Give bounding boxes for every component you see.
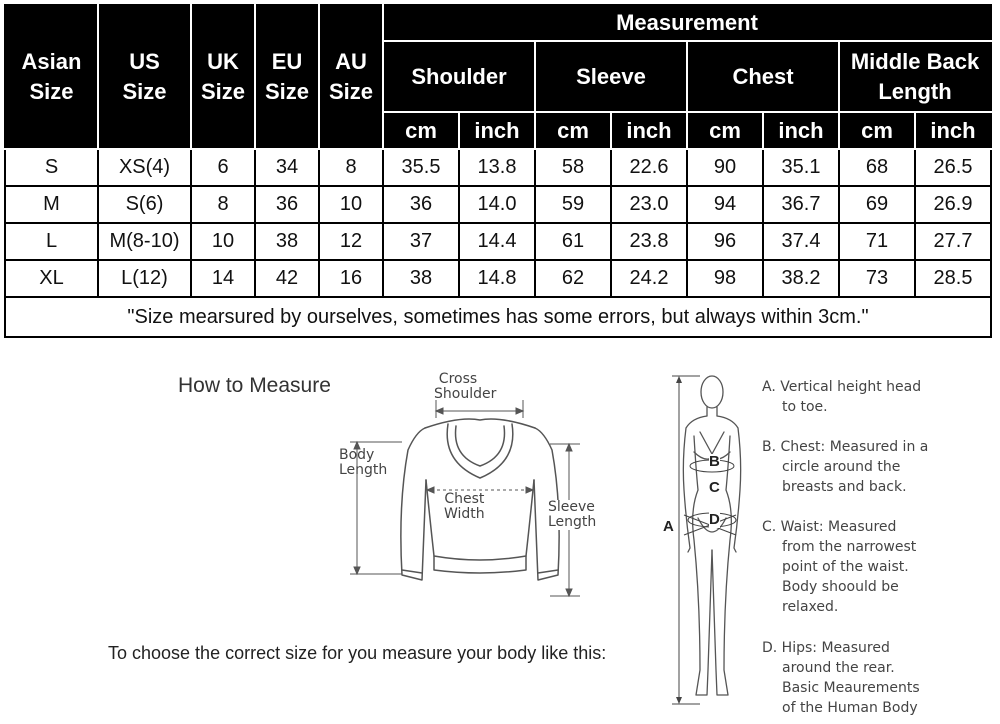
table-cell: 98 [687,260,763,297]
table-cell: 12 [319,223,383,260]
header-asian-size: Asian Size [5,5,98,149]
table-cell: 37.4 [763,223,839,260]
marker-c: C [709,479,720,496]
table-cell: 35.1 [763,149,839,186]
table-cell: 14 [191,260,255,297]
table-cell: XL [5,260,98,297]
table-cell: 10 [319,186,383,223]
unit-header: cm [535,112,611,149]
table-cell: 58 [535,149,611,186]
unit-header: cm [687,112,763,149]
header-measurement: Measurement [383,5,991,41]
table-cell: 38 [383,260,459,297]
how-to-measure-title: How to Measure [178,374,331,397]
body-length-label: Body Length [339,447,388,478]
unit-header: inch [763,112,839,149]
table-cell: 14.4 [459,223,535,260]
table-cell: M(8-10) [98,223,191,260]
marker-d: D [709,511,720,528]
table-cell: 8 [319,149,383,186]
legend-height: A. Vertical height head to toe. [762,379,922,415]
cross-shoulder-label: Cross Shoulder [434,371,497,402]
table-cell: 71 [839,223,915,260]
table-cell: 16 [319,260,383,297]
garment-diagram [330,370,640,610]
table-cell: 35.5 [383,149,459,186]
unit-header: inch [915,112,991,149]
table-cell: L [5,223,98,260]
chest-width-label: Chest Width [444,491,485,522]
header-sleeve: Sleeve [535,41,687,112]
table-row [5,223,991,260]
table-cell: 13.8 [459,149,535,186]
unit-header: inch [611,112,687,149]
measurement-note: "Size mearsured by ourselves, sometimes has some errors, but always within 3cm." [5,297,991,337]
table-cell: XS(4) [98,149,191,186]
legend-waist: C. Waist: Measured from the narrowest point of the waist. Body shoould be relaxed. [762,519,917,615]
table-cell: 26.5 [915,149,991,186]
table-cell: 34 [255,149,319,186]
table-cell: 27.7 [915,223,991,260]
marker-b: B [709,453,720,470]
table-cell: 14.0 [459,186,535,223]
table-cell: S [5,149,98,186]
header-uk-size: UK Size [191,5,255,149]
table-body [5,149,991,297]
table-cell: 14.8 [459,260,535,297]
table-cell: L(12) [98,260,191,297]
table-cell: 36 [255,186,319,223]
table-cell: 90 [687,149,763,186]
table-cell: 62 [535,260,611,297]
table-cell: 23.8 [611,223,687,260]
table-cell: 22.6 [611,149,687,186]
choose-size-instruction: To choose the correct size for you measure your body like this: [108,643,607,663]
unit-header: cm [839,112,915,149]
table-cell: 73 [839,260,915,297]
legend-hips: D. Hips: Measured around the rear. Basic Meaurements of the Human Body [762,640,920,716]
table-cell: 38 [255,223,319,260]
table-cell: 42 [255,260,319,297]
table-cell: 69 [839,186,915,223]
body-diagram [660,370,760,720]
table-row [5,149,991,186]
table-cell: 24.2 [611,260,687,297]
table-cell: 28.5 [915,260,991,297]
table-cell: 94 [687,186,763,223]
table-row [5,186,991,223]
unit-header: inch [459,112,535,149]
table-cell: 59 [535,186,611,223]
table-cell: 36.7 [763,186,839,223]
table-row [5,260,991,297]
table-cell: 23.0 [611,186,687,223]
table-cell: 36 [383,186,459,223]
header-eu-size: EU Size [255,5,319,149]
marker-a: A [663,518,674,535]
table-cell: M [5,186,98,223]
sleeve-length-label: Sleeve Length [548,499,597,530]
header-us-size: US Size [98,5,191,149]
header-au-size: AU Size [319,5,383,149]
header-chest: Chest [687,41,839,112]
table-cell: 37 [383,223,459,260]
unit-header: cm [383,112,459,149]
header-middle-back-length: Middle Back Length [839,41,991,112]
table-cell: S(6) [98,186,191,223]
legend-chest: B. Chest: Measured in a circle around the breasts and back. [762,439,929,495]
table-cell: 10 [191,223,255,260]
table-cell: 8 [191,186,255,223]
table-cell: 26.9 [915,186,991,223]
header-shoulder: Shoulder [383,41,535,112]
table-cell: 6 [191,149,255,186]
table-cell: 68 [839,149,915,186]
size-chart-table [4,4,992,338]
table-cell: 61 [535,223,611,260]
table-cell: 38.2 [763,260,839,297]
table-cell: 96 [687,223,763,260]
